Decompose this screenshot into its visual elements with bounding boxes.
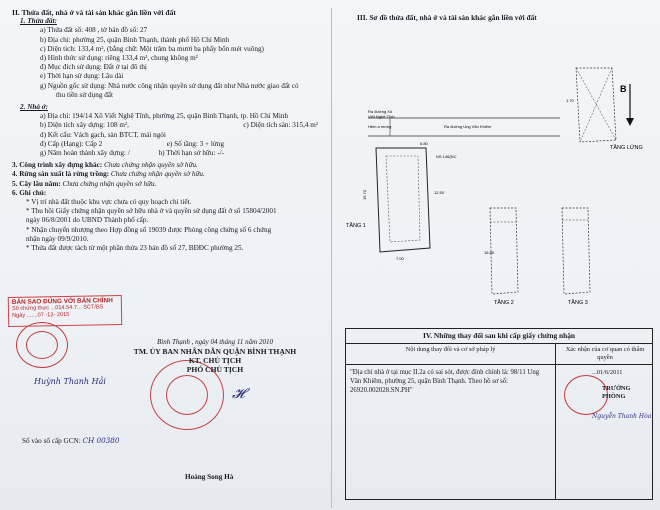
land-area: c) Diện tích: 133,4 m², (bằng chữ: Một trăm ba mươi ba phẩy bốn mét vuông) [40,44,264,53]
house-grade: đ) Cấp (Hạng): Cấp 2 [40,139,103,148]
floor-3-label: TẦNG 3 [568,300,588,306]
house-year: g) Năm hoàn thành xây dựng: / [40,149,130,158]
north-label: B [620,84,627,94]
copy-stamp-number: Số chứng thực ...014.54.7... SCT/BS [11,304,104,312]
site-plan [334,22,656,322]
left-page [12,8,324,253]
house-subheading: 2. Nhà ở: [20,103,49,112]
land-parcel-number: a) Thửa đất số: 408 , tờ bản đồ số: 27 [40,26,148,35]
sign-organization: TM. ỦY BAN NHÂN DÂN QUẬN BÌNH THẠNH [133,347,297,356]
house-grade-row [12,140,324,149]
mezzanine-plan [566,68,643,151]
copy-certification-stamp [8,295,123,327]
confirm-role: TRƯỞNG PHÒNG [602,385,631,400]
col-confirm-header: Xác nhận của cơ quan có thẩm quyền [565,346,645,361]
floor-2-label: TẦNG 2 [494,300,514,306]
road-label-2: Ra đường Ung Văn Khiêm [444,124,492,129]
left-signature: Huỳnh Thanh Hải [34,377,106,386]
north-arrow [620,84,634,126]
section-5-label: 5. Cây lâu năm: [12,179,61,188]
house-floors: e) Số tầng: 3 + lửng [166,139,224,148]
page-divider [331,8,332,508]
house-area-row [12,121,324,130]
road-label-1: Ra đường Xô [368,109,393,114]
dim-top: 6.80 [420,141,428,146]
sign-place-date: Bình Thạnh , ngày 04 tháng 11 năm 2010 [157,338,273,346]
mezz-dim: 1.70 [566,98,574,103]
section-4-line [12,170,324,179]
house-year-row [12,149,324,158]
land-usage-term: e) Thời hạn sử dụng: Lâu dài [40,72,124,81]
note-3: * Nhận chuyển nhượng theo Hợp đồng số 19039 được Phòng công chứng số 6 chứng [26,225,272,234]
land-usage-form: d) Hình thức sử dụng: riêng 133,4 m², chung không m² [40,54,198,63]
floor-2-plan [484,208,518,306]
section-5-value: Chưa chứng nhận quyền sở hữu. [62,179,157,188]
note-2-cont: ngày 06/8/2001 do UBND Thành phố cấp. [26,216,149,225]
lot-label: NS 146(NC [436,154,457,159]
land-origin: g) Nguồn gốc sử dụng: Nhà nước công nhận quyền sử dụng đất như Nhà nước giao đất có [40,81,299,90]
register-line [22,436,119,445]
note-3-cont: nhận ngày 09/9/2010. [26,234,89,243]
section-6-line [12,189,324,198]
land-origin-cont: thu tiền sử dụng đất [56,90,113,99]
official-signature-scribble: 𝓗 [232,386,245,402]
floor-1-plan [346,141,457,261]
note-4: * Thửa đất được tách từ một phần thửa 23 bản đồ số 27, BĐĐC phường 25. [26,244,244,253]
floor-1-label: TẦNG 1 [346,223,366,229]
section-5-line [12,180,324,189]
road-label-1b: Viết Nghệ Tĩnh [368,114,395,119]
dim-bottom: 7.00 [396,256,404,261]
change-confirmation [556,365,654,499]
register-label: Số vào sổ cấp GCN: [22,437,81,445]
floor-3-plan [562,208,590,306]
alley-label: Hẻm a mứng [368,124,392,129]
section-3-value: Chưa chứng nhận quyền sở hữu. [103,161,198,170]
col-content-header: Nội dung thay đổi và cơ sở pháp lý [346,344,556,364]
notary-seal-inner [26,331,58,359]
copy-stamp-date: Ngày .......07 -12- 2015 [12,311,70,319]
register-number: CH 00380 [82,436,120,445]
changes-table-title: IV. Những thay đổi sau khi cấp giấy chứng nhận [346,329,652,344]
house-ownership-term: h) Thời hạn sở hữu: -/- [158,149,224,158]
change-content: "Địa chỉ nhà ở tại mục II.2a có sai sót, được đính chính là: 98/11 Ung Văn Khiêm, phường 25, quận Bình Thạnh. Theo hồ sơ số: 26920.002028.SN.PH" [346,365,556,499]
changes-table [345,328,653,500]
confirm-date: ...01/6/2011 [592,369,623,376]
land-usage-purpose: đ) Mục đích sử dụng: Đất ở tại đô thị [40,63,147,72]
section-4-label: 4. Rừng sản xuất là rừng trồng: [12,170,110,179]
floor-2-dim: 16.85 [484,250,495,255]
house-floor-area: c) Diện tích sàn: 315,4 m² [243,121,318,130]
note-2: * Thu hồi Giấy chứng nhận quyền sở hữu nhà ở và quyền sử dụng đất ở số 15804/2001 [26,207,277,216]
land-subheading: 1. Thửa đất: [20,17,57,26]
sign-role: PHÓ CHỦ TỊCH [186,365,244,374]
section-4-value: Chưa chứng nhận quyền sở hữu. [110,170,205,179]
section-3-title: III. Sơ đồ thửa đất, nhà ở và tài sản khác gắn liền với đất [357,13,537,22]
mezzanine-label: TẦNG LỬNG [610,145,643,151]
confirm-signer: Nguyễn Thanh Hòa [592,413,652,420]
sign-kt: KT. CHỦ TỊCH [188,356,242,365]
signature-block [100,338,330,374]
house-address: a) Địa chỉ: 194/14 Xô Viết Nghệ Tĩnh, phường 25, quận Bình Thạnh, tp. Hồ Chí Minh [40,112,289,121]
changes-table-row [346,365,652,499]
note-1: * Vị trí nhà đất thuộc khu vực chưa có quy hoạch chi tiết. [26,198,192,207]
signer-name: Hoàng Song Hà [185,473,234,481]
land-address: b) Địa chỉ: phường 25, quận Bình Thạnh, thành phố Hồ Chí Minh [40,35,230,44]
section-2-title: II. Thửa đất, nhà ở và tài sản khác gắn liền với đất [12,8,176,17]
section-6-label: 6. Ghi chú: [12,188,47,197]
dim-left: 15.70 [362,189,367,200]
house-structure: d) Kết cấu: Vách gạch, sàn BTCT, mái ngói [40,130,166,139]
changes-table-header [346,344,652,365]
section-3-label: 3. Công trình xây dựng khác: [12,161,103,170]
dim-right: 12.50 [434,190,445,195]
copy-stamp-title: BẢN SAO ĐÚNG VỚI BẢN CHÍNH [11,297,113,306]
district-seal-inner [166,375,208,415]
house-build-area: b) Diện tích xây dựng: 108 m², [40,121,129,130]
